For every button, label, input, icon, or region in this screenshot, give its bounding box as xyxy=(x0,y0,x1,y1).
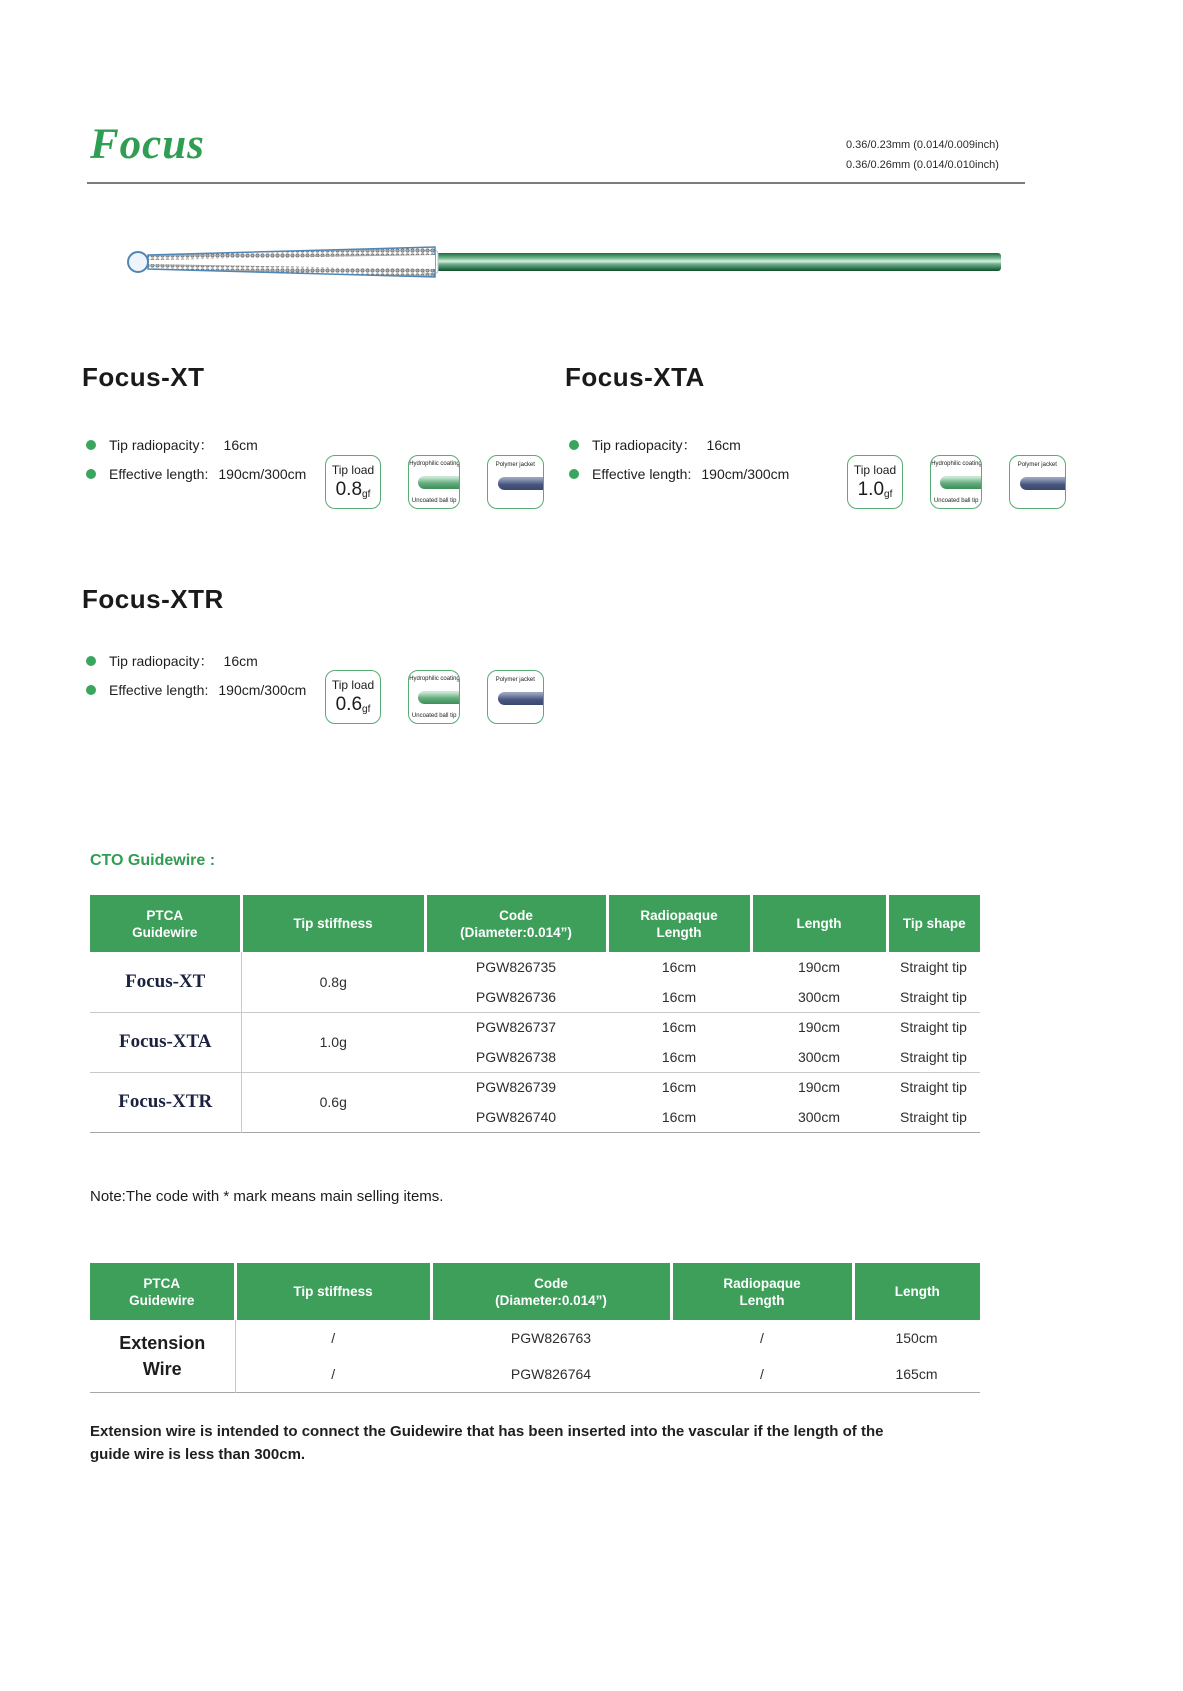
focus-xtr-badges xyxy=(325,670,544,724)
section-title-focus-xt: Focus-XT xyxy=(82,362,205,392)
tip-radiopacity-value: 16cm xyxy=(223,436,258,453)
bullet-icon xyxy=(86,656,96,666)
wire-shaft xyxy=(435,253,1001,271)
brand-logo: Focus xyxy=(90,121,205,168)
header-divider xyxy=(87,182,1025,184)
length-cell: 300cm xyxy=(797,1108,841,1125)
extension-wire-table xyxy=(90,1263,980,1393)
code-cell: PGW826737 xyxy=(425,1012,607,1042)
code-cell: PGW826739 xyxy=(425,1072,607,1102)
effective-length-row xyxy=(86,675,306,704)
length-cell: 300cm xyxy=(797,1048,841,1065)
header-radiopaque-length: Radiopaque Length xyxy=(671,1263,853,1320)
effective-length-label: Effective length: xyxy=(109,465,209,482)
bullet-icon xyxy=(86,440,96,450)
code-cell: PGW826764 xyxy=(510,1365,592,1382)
header-length: Length xyxy=(751,895,887,952)
hydrophilic-coating-badge xyxy=(930,455,982,509)
radiopaque-cell: 16cm xyxy=(661,1108,697,1125)
polymer-jacket-label: Polymer jacket xyxy=(495,461,536,468)
tip-radiopacity-label: Tip radiopacity： xyxy=(592,436,697,453)
tip-radiopacity-row xyxy=(86,430,306,459)
tip-load-value: 1.0gf xyxy=(857,479,893,500)
hydrophilic-coating-label: Hydrophilic coating xyxy=(408,460,460,467)
coated-wire-icon xyxy=(418,476,459,489)
tip-radiopacity-label: Tip radiopacity： xyxy=(109,652,214,669)
header-tip-stiffness: Tip stiffness xyxy=(235,1263,431,1320)
tip-radiopacity-row xyxy=(569,430,789,459)
length-cell: 190cm xyxy=(751,1072,887,1102)
stiffness-cell: / xyxy=(331,1365,336,1382)
tip-load-label: Tip load xyxy=(331,678,375,692)
focus-xt-badges xyxy=(325,455,544,509)
tip-radiopacity-value: 16cm xyxy=(706,436,741,453)
table-header-row xyxy=(90,1263,980,1320)
length-cell: 190cm xyxy=(797,959,841,975)
selling-items-note: Note:The code with * mark means main selling items. xyxy=(90,1188,444,1205)
effective-length-value: 190cm/300cm xyxy=(218,465,307,482)
polymer-wire-icon xyxy=(1020,477,1065,490)
hydrophilic-coating-badge xyxy=(408,455,460,509)
header-code: Code (Diameter:0.014”) xyxy=(425,895,607,952)
spec-line-2: 0.36/0.26mm (0.014/0.010inch) xyxy=(846,159,999,171)
bullet-icon xyxy=(569,469,579,479)
header-code: Code (Diameter:0.014”) xyxy=(431,1263,671,1320)
bullet-icon xyxy=(569,440,579,450)
polymer-jacket-label: Polymer jacket xyxy=(495,676,536,683)
effective-length-label: Effective length: xyxy=(592,465,692,482)
radiopaque-cell: 16cm xyxy=(607,1072,751,1102)
focus-xta-specs xyxy=(569,430,789,488)
stiffness-cell: 1.0g xyxy=(241,1012,425,1072)
cto-guidewire-title: CTO Guidewire : xyxy=(90,852,216,869)
tip-load-label: Tip load xyxy=(853,463,897,477)
polymer-jacket-badge xyxy=(487,455,544,509)
extension-wire-description: Extension wire is intended to connect the Guidewire that has been inserted into the vascular if the length of the guide wire is less than 300cm. xyxy=(90,1423,884,1463)
table-header-row xyxy=(90,895,980,952)
uncoated-ball-tip-label: Uncoated ball tip xyxy=(411,497,457,504)
wire-ball-tip xyxy=(128,252,148,272)
tip-load-badge xyxy=(847,455,903,509)
bullet-icon xyxy=(86,469,96,479)
code-cell: PGW826736 xyxy=(475,988,557,1005)
polymer-wire-icon xyxy=(498,477,543,490)
tip-shape-cell: Straight tip xyxy=(900,1048,967,1065)
focus-xt-specs xyxy=(86,430,306,488)
focus-xta-badges xyxy=(847,455,1066,509)
hydrophilic-coating-badge xyxy=(408,670,460,724)
header-ptca-guidewire: PTCA Guidewire xyxy=(90,1263,235,1320)
product-name-cell: Focus-XT xyxy=(90,952,241,1012)
diameter-specs xyxy=(846,135,999,175)
length-cell: 150cm xyxy=(895,1330,938,1346)
header-tip-shape: Tip shape xyxy=(887,895,980,952)
effective-length-row xyxy=(86,459,306,488)
length-cell: 190cm xyxy=(751,1012,887,1042)
tip-shape-cell: Straight tip xyxy=(900,959,967,975)
header-length: Length xyxy=(853,1263,980,1320)
radiopaque-cell: 16cm xyxy=(607,1012,751,1042)
tip-radiopacity-row xyxy=(86,646,306,675)
product-name-cell: Focus-XTA xyxy=(90,1012,241,1072)
radiopaque-cell: 16cm xyxy=(661,1048,697,1065)
bullet-icon xyxy=(86,685,96,695)
table-row xyxy=(90,1012,980,1042)
tip-load-value: 0.6gf xyxy=(335,694,371,715)
polymer-jacket-badge xyxy=(1009,455,1066,509)
code-cell: PGW826735 xyxy=(475,959,557,975)
radiopaque-cell: 16cm xyxy=(661,988,697,1005)
effective-length-row xyxy=(569,459,789,488)
product-name-cell: Extension Wire xyxy=(90,1320,235,1392)
tip-load-value: 0.8gf xyxy=(335,479,371,500)
tip-radiopacity-value: 16cm xyxy=(223,652,258,669)
product-name-cell: Focus-XTR xyxy=(90,1072,241,1132)
stiffness-cell: 0.8g xyxy=(319,973,347,990)
effective-length-value: 190cm/300cm xyxy=(701,465,790,482)
polymer-jacket-label: Polymer jacket xyxy=(1017,461,1058,468)
code-cell: PGW826740 xyxy=(475,1108,557,1125)
uncoated-ball-tip-label: Uncoated ball tip xyxy=(933,497,979,504)
spec-line-1: 0.36/0.23mm (0.014/0.009inch) xyxy=(846,139,999,151)
tip-shape-cell: Straight tip xyxy=(900,988,967,1005)
length-cell: 165cm xyxy=(895,1365,938,1382)
tip-load-badge xyxy=(325,455,381,509)
table-row xyxy=(90,952,980,982)
code-cell: PGW826738 xyxy=(475,1048,557,1065)
guidewire-illustration xyxy=(105,228,1005,296)
tip-shape-cell: Straight tip xyxy=(900,1108,967,1125)
header-tip-stiffness: Tip stiffness xyxy=(241,895,425,952)
polymer-jacket-badge xyxy=(487,670,544,724)
stiffness-cell: 0.6g xyxy=(241,1072,425,1132)
stiffness-cell: / xyxy=(331,1330,336,1346)
effective-length-label: Effective length: xyxy=(109,681,209,698)
tip-load-label: Tip load xyxy=(331,463,375,477)
tip-shape-cell: Straight tip xyxy=(887,1072,980,1102)
table-row xyxy=(90,1320,980,1356)
code-cell: PGW826763 xyxy=(510,1330,592,1346)
effective-length-value: 190cm/300cm xyxy=(218,681,307,698)
cto-guidewire-table xyxy=(90,895,980,1133)
polymer-wire-icon xyxy=(498,692,543,705)
coated-wire-icon xyxy=(418,691,459,704)
hydrophilic-coating-label: Hydrophilic coating xyxy=(408,675,460,682)
section-title-focus-xtr: Focus-XTR xyxy=(82,584,224,614)
radiopaque-cell: / xyxy=(760,1365,764,1382)
radiopaque-cell: 16cm xyxy=(661,959,697,975)
tip-shape-cell: Straight tip xyxy=(887,1012,980,1042)
coated-wire-icon xyxy=(940,476,981,489)
section-title-focus-xta: Focus-XTA xyxy=(565,362,705,392)
uncoated-ball-tip-label: Uncoated ball tip xyxy=(411,712,457,719)
table-row xyxy=(90,1072,980,1102)
tip-radiopacity-label: Tip radiopacity： xyxy=(109,436,214,453)
header-radiopaque-length: Radiopaque Length xyxy=(607,895,751,952)
length-cell: 300cm xyxy=(797,988,841,1005)
hydrophilic-coating-label: Hydrophilic coating xyxy=(930,460,982,467)
tip-load-badge xyxy=(325,670,381,724)
focus-xtr-specs xyxy=(86,646,306,704)
radiopaque-cell: / xyxy=(760,1330,764,1346)
header-ptca-guidewire: PTCA Guidewire xyxy=(90,895,241,952)
